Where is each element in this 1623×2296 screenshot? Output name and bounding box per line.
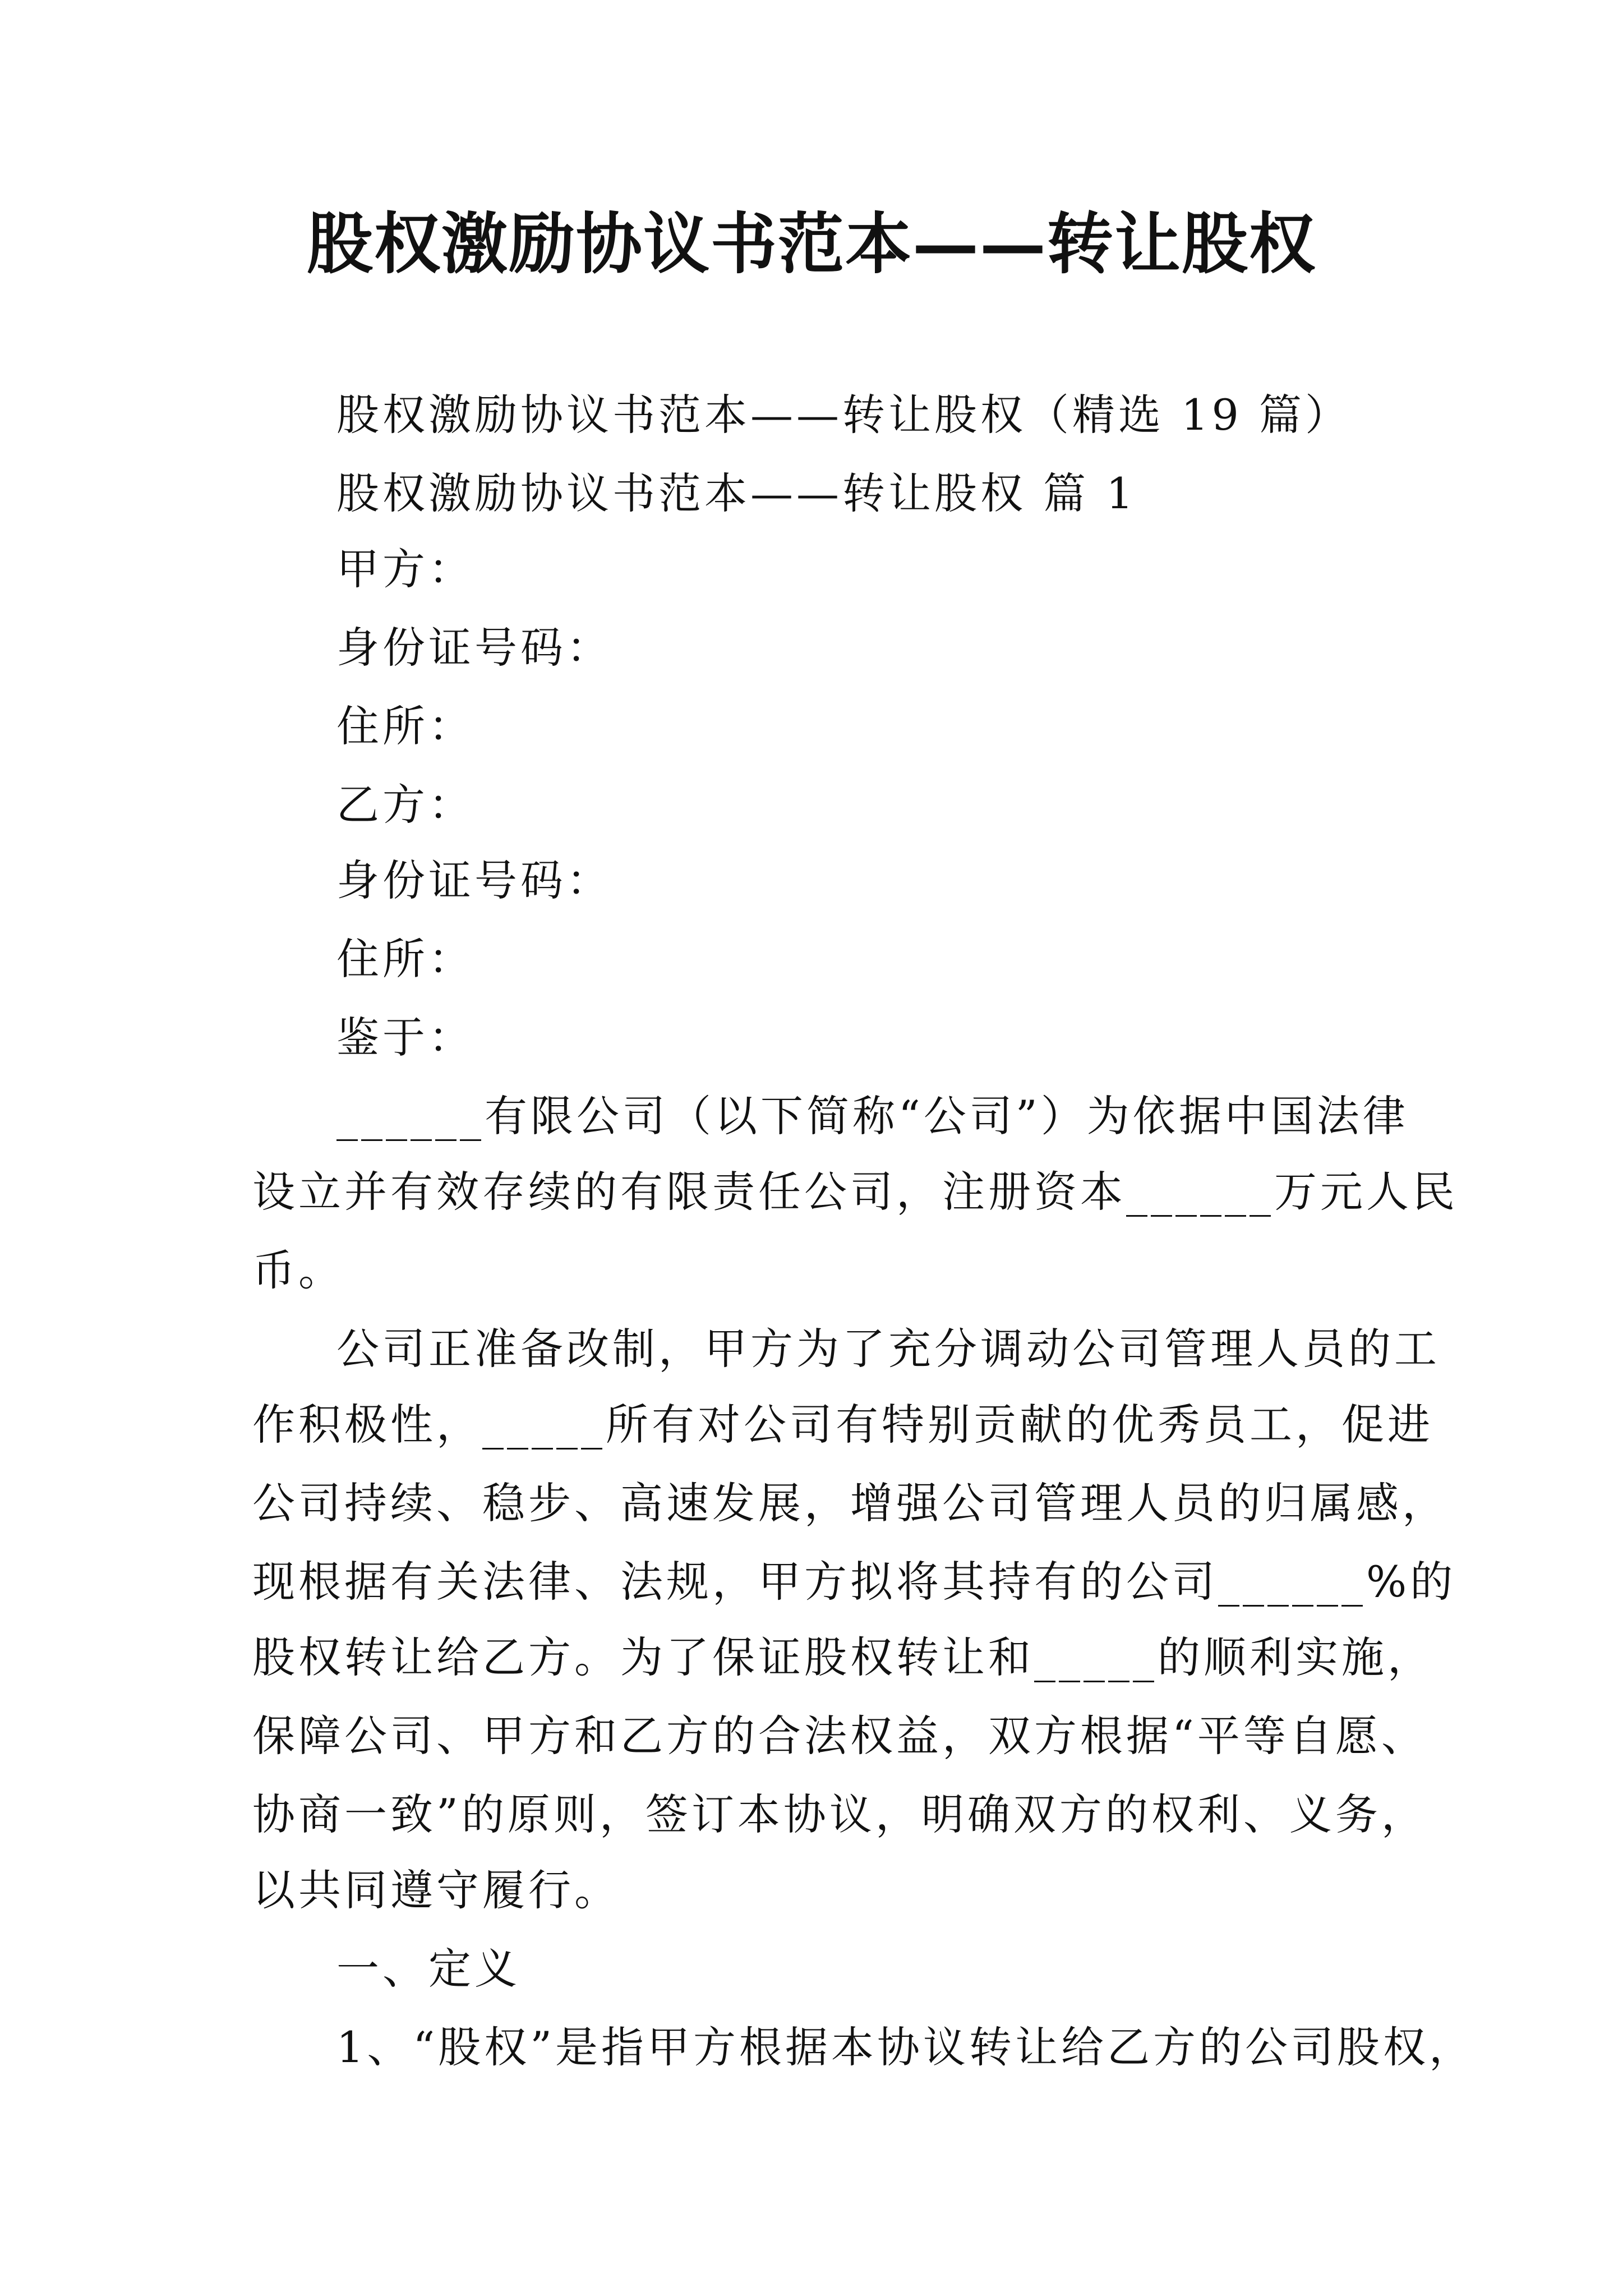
paragraph-line: 公司持续、稳步、高速发展，增强公司管理人员的归属感， <box>252 1478 1448 1528</box>
paragraph-line: 设立并有效存续的有限责任公司，注册资本______万元人民 <box>252 1167 1458 1217</box>
paragraph-line: 作积极性，_____所有对公司有特别贡献的优秀员工，促进 <box>252 1400 1433 1450</box>
subtitle-line: 股权激励协议书范本——转让股权（精选 19 篇） <box>336 390 1352 440</box>
party-b-label: 乙方： <box>336 780 474 830</box>
paragraph-line: ______有限公司（以下简称“公司”）为依据中国法律 <box>336 1091 1409 1141</box>
paragraph-line: 公司正准备改制，甲方为了充分调动公司管理人员的工 <box>336 1324 1440 1374</box>
party-b-address-label: 住所： <box>336 934 474 984</box>
party-b-id-label: 身份证号码： <box>336 855 612 905</box>
definitions-heading: 一、定义 <box>336 1944 520 1994</box>
paragraph-line: 协商一致”的原则，签订本协议，明确双方的权利、义务， <box>252 1789 1427 1839</box>
section-heading: 股权激励协议书范本——转让股权 篇 1 <box>336 468 1137 518</box>
paragraph-line: 现根据有关法律、法规，甲方拟将其持有的公司______%的 <box>252 1557 1456 1607</box>
party-a-label: 甲方： <box>336 544 474 594</box>
whereas-label: 鉴于： <box>336 1013 474 1062</box>
party-a-id-label: 身份证号码： <box>336 623 612 673</box>
document-title: 股权激励协议书范本——转让股权 <box>306 205 1316 283</box>
paragraph-line: 保障公司、甲方和乙方的合法权益，双方根据“平等自愿、 <box>252 1711 1427 1761</box>
paragraph-line: 1、“股权”是指甲方根据本协议转让给乙方的公司股权， <box>336 2022 1476 2072</box>
paragraph-line: 币。 <box>252 1245 344 1295</box>
paragraph-line: 以共同遵守履行。 <box>252 1865 620 1915</box>
party-a-address-label: 住所： <box>336 701 474 751</box>
paragraph-line: 股权转让给乙方。为了保证股权转让和_____的顺利实施， <box>252 1632 1433 1682</box>
